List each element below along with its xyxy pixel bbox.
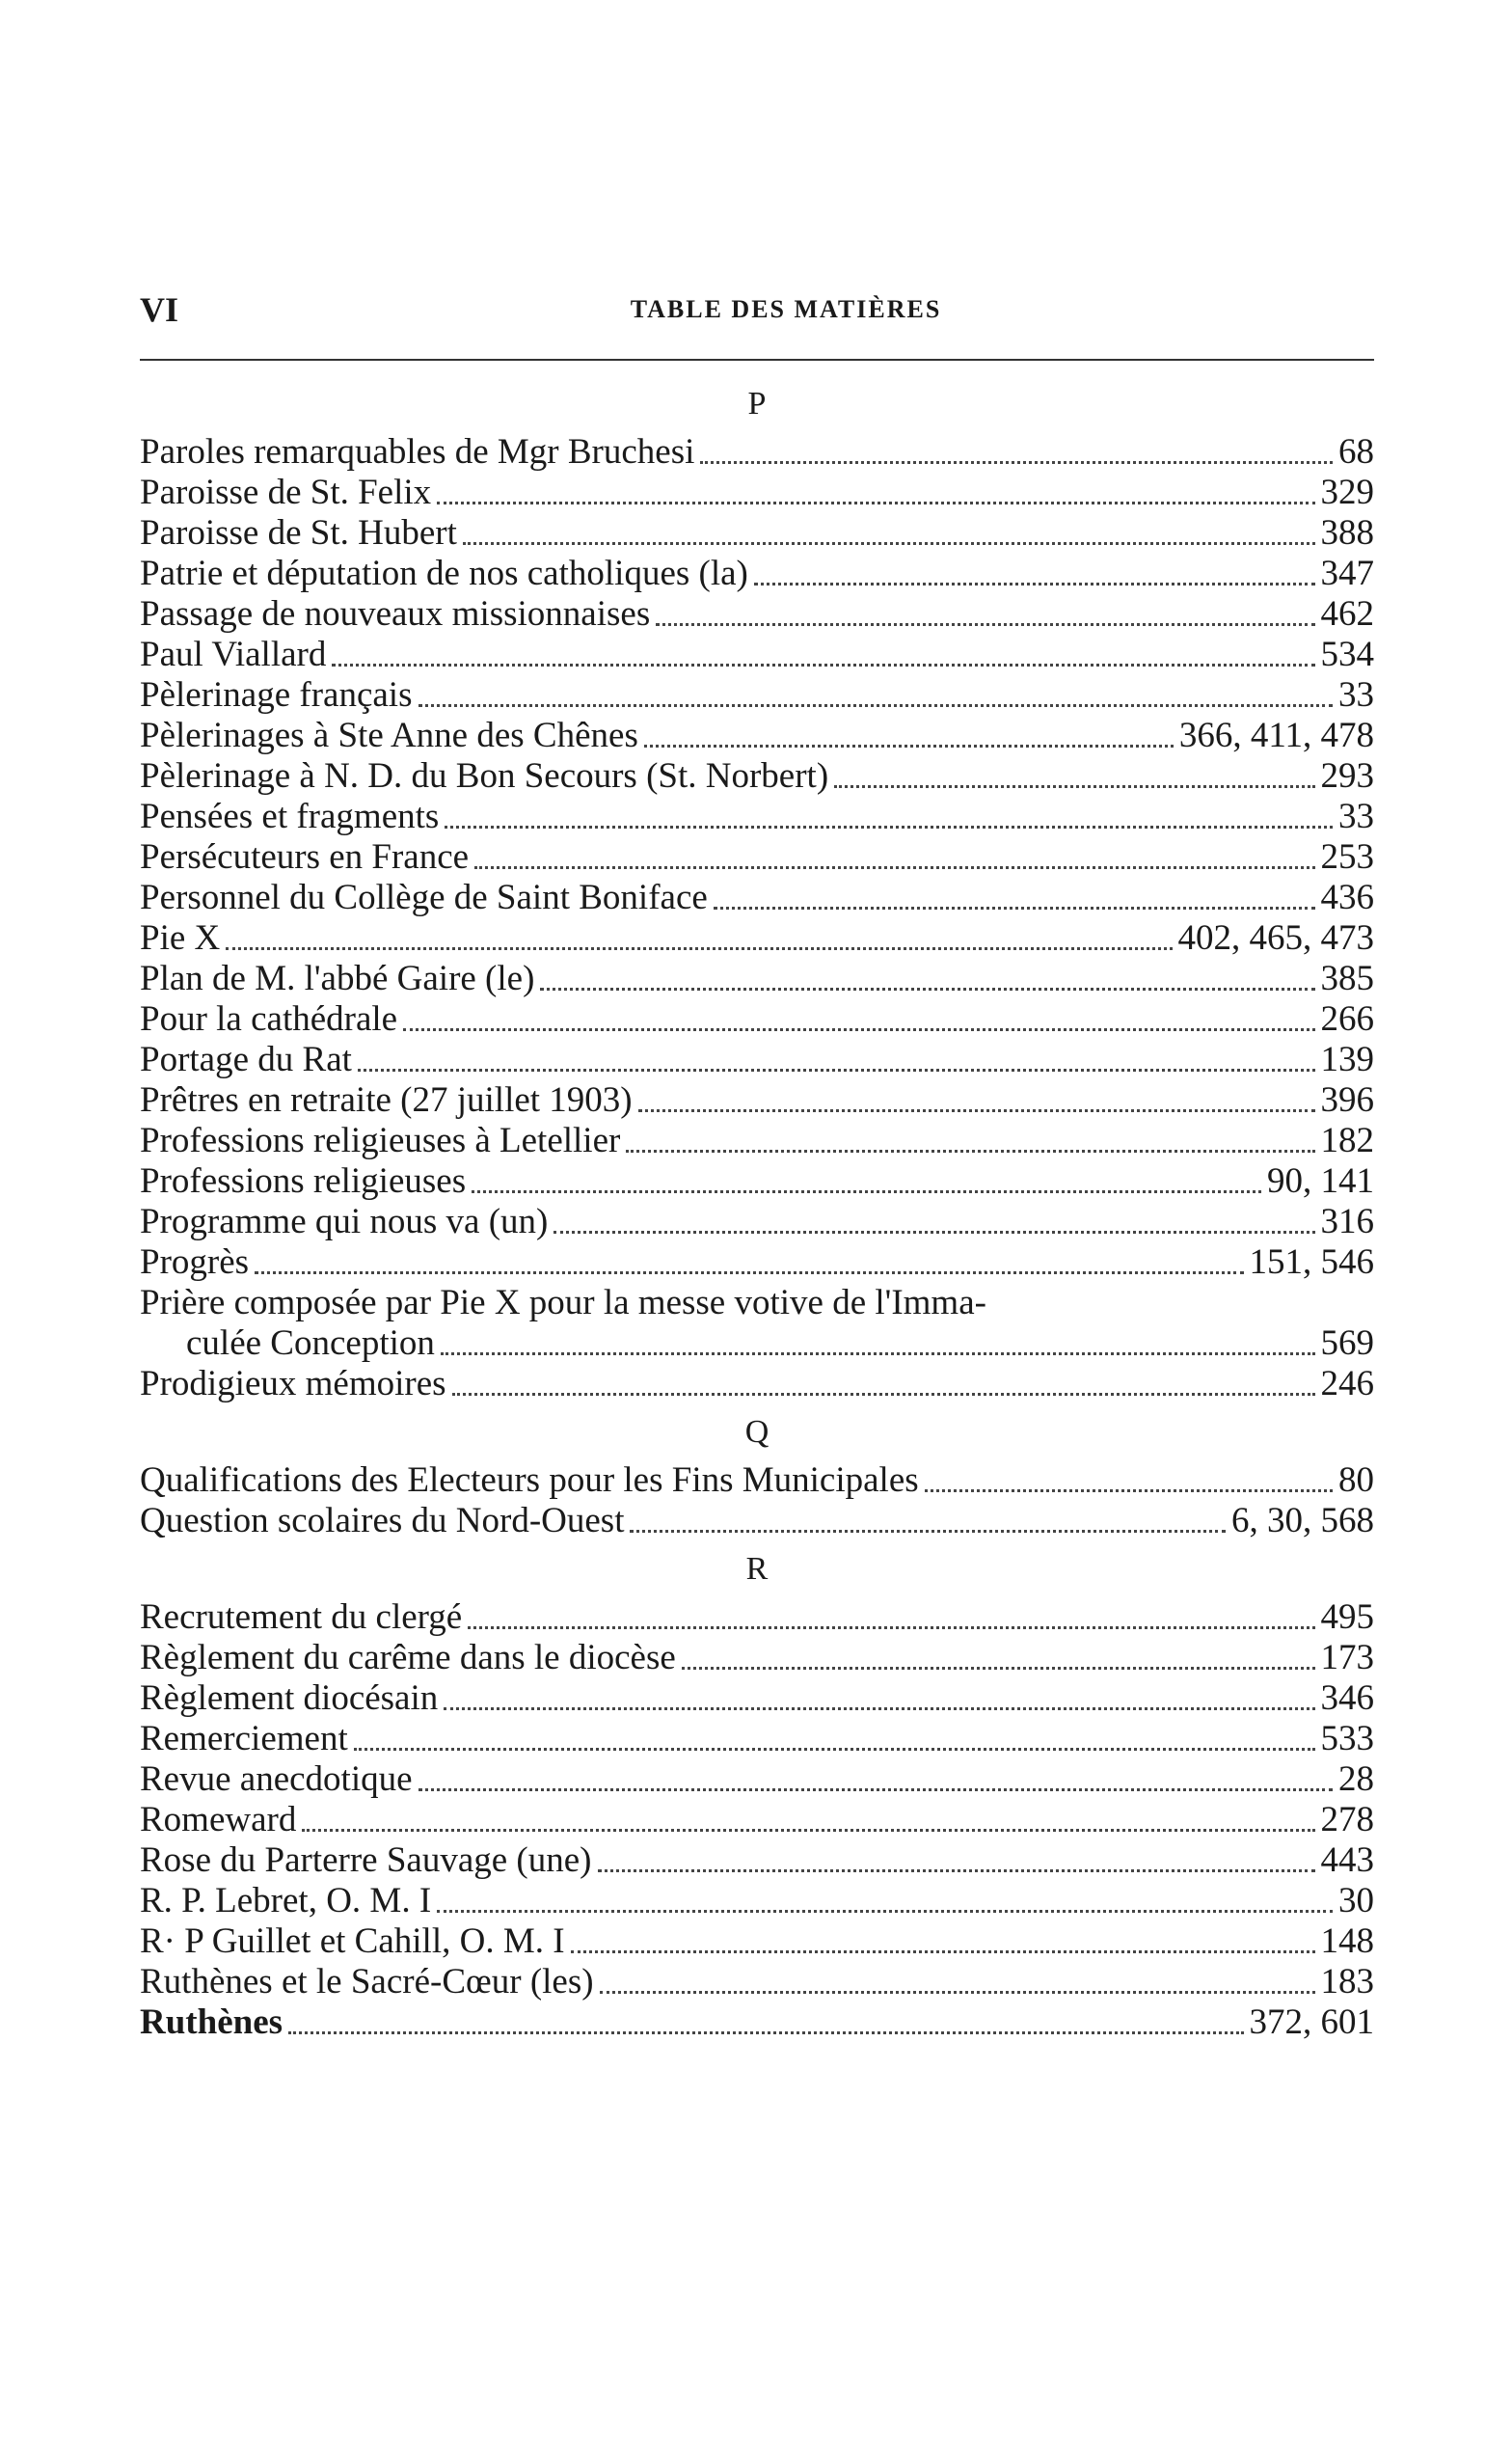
toc-entry [140,1759,1374,1800]
toc-entry [140,1242,1374,1283]
entry-pages: 533 [1320,1719,1374,1758]
entry-title: Paroles remarquables de Mgr Bruchesi [140,432,695,472]
dot-leader [682,1666,1315,1670]
entry-pages: 28 [1338,1759,1374,1799]
section-letter: Q [744,1414,770,1450]
entry-title: Romeward [140,1800,297,1839]
entry-title: Paroisse de St. Felix [140,473,432,512]
entry-pages: 293 [1320,756,1374,796]
entry-title: Prêtres en retraite (27 juillet 1903) [140,1080,633,1120]
entry-pages: 139 [1320,1040,1374,1079]
table-of-contents [140,376,1374,2043]
entry-title: Règlement diocésain [140,1678,439,1718]
entry-pages: 68 [1338,432,1374,472]
entry-pages: 173 [1320,1638,1374,1677]
entry-pages: 316 [1320,1202,1374,1241]
dot-leader [418,703,1334,707]
entry-title: Recrutement du clergé [140,1597,463,1637]
toc-entry [140,635,1374,675]
entry-title-line: Prière composée par Pie X pour la messe votive de l'Imma- [140,1283,986,1322]
dot-leader [452,1392,1315,1396]
entry-title: Passage de nouveaux missionnaises [140,594,651,634]
entry-title: Paroisse de St. Hubert [140,513,457,553]
dot-leader [540,987,1314,991]
toc-entry [140,999,1374,1040]
dot-leader [437,1909,1333,1913]
dot-leader [441,1351,1315,1355]
entry-pages: 495 [1320,1597,1374,1637]
entry-title: Plan de M. l'abbé Gaire (le) [140,959,535,998]
toc-entry [140,878,1374,918]
toc-entry [140,1202,1374,1242]
toc-entry [140,1460,1374,1501]
entry-title: Persécuteurs en France [140,837,470,877]
dot-leader [925,1488,1333,1492]
entry-title: Remerciement [140,1719,348,1758]
entry-title: Paul Viallard [140,635,327,674]
entry-pages: 90, 141 [1267,1161,1374,1201]
toc-entry [140,1080,1374,1121]
dot-leader [472,1189,1261,1193]
dot-leader [554,1230,1314,1234]
toc-entry [140,1161,1374,1202]
dot-leader [288,2030,1243,2034]
entry-pages: 80 [1338,1460,1374,1500]
dot-leader [656,622,1314,626]
dot-leader [598,1868,1315,1872]
toc-entry [140,1121,1374,1161]
entry-pages: 443 [1320,1840,1374,1880]
dot-leader [302,1828,1314,1832]
toc-entry [140,1881,1374,1921]
dot-leader [418,1787,1333,1791]
entry-pages: 385 [1320,959,1374,998]
toc-entry [140,554,1374,594]
dot-leader [463,541,1315,545]
toc-entry [140,1364,1374,1404]
dot-leader [714,906,1315,910]
toc-entry [140,797,1374,837]
dot-leader [474,865,1314,869]
entry-pages: 534 [1320,635,1374,674]
entry-title: Portage du Rat [140,1040,352,1079]
entry-title: Progrès [140,1242,250,1282]
page-number: VI [140,290,179,329]
entry-title: Qualifications des Electeurs pour les Fins Municipales [140,1460,919,1500]
page-header [140,289,1374,347]
toc-entry [140,1040,1374,1080]
entry-pages: 346 [1320,1678,1374,1718]
entry-title: Patrie et députation de nos catholiques (la) [140,554,748,593]
entry-title: Question scolaires du Nord-Ouest [140,1501,625,1540]
entry-title: Pèlerinage à N. D. du Bon Secours (St. Norbert) [140,756,829,796]
toc-entry [140,2002,1374,2043]
toc-entry [140,1678,1374,1719]
entry-pages: 183 [1320,1962,1374,2002]
toc-entry [140,432,1374,473]
toc-entry [140,675,1374,716]
entry-pages: 436 [1320,878,1374,917]
entry-pages: 33 [1338,675,1374,715]
dot-leader [354,1747,1315,1751]
section-letter: R [745,1551,769,1587]
entry-title: Ruthènes et le Sacré-Cœur (les) [140,1962,594,2002]
entry-pages: 266 [1320,999,1374,1039]
toc-entry [140,837,1374,878]
entry-title: Pensées et fragments [140,797,440,836]
entry-title: Règlement du carême dans le diocèse [140,1638,676,1677]
entry-pages: 366, 411, 478 [1178,716,1374,755]
entry-title: Pour la cathédrale [140,999,398,1039]
dot-leader [226,946,1172,950]
entry-pages: 6, 30, 568 [1231,1501,1374,1540]
dot-leader [700,460,1333,464]
entry-pages: 569 [1320,1323,1374,1363]
dot-leader [332,663,1314,667]
dot-leader [403,1027,1314,1031]
dot-leader [255,1270,1243,1274]
toc-entry [140,594,1374,635]
toc-entry [140,756,1374,797]
entry-title: Professions religieuses [140,1161,467,1201]
entry-title: Prodigieux mémoires [140,1364,446,1403]
entry-pages: 396 [1320,1080,1374,1120]
entry-title: Pie X [140,918,221,958]
toc-entry [140,1638,1374,1678]
dot-leader [571,1949,1315,1953]
toc-entry [140,1840,1374,1881]
entry-pages: 372, 601 [1249,2002,1374,2042]
entry-pages: 33 [1338,797,1374,836]
toc-entry [140,473,1374,513]
entry-pages: 402, 465, 473 [1177,918,1374,958]
dot-leader [630,1529,1226,1533]
toc-entry [140,918,1374,959]
entry-title: Personnel du Collège de Saint Boniface [140,878,708,917]
entry-pages: 246 [1320,1364,1374,1403]
entry-pages: 148 [1320,1921,1374,1961]
dot-leader [445,825,1333,829]
entry-title: culée Conception [186,1323,435,1363]
header-rule [140,359,1374,361]
entry-title: Pèlerinages à Ste Anne des Chênes [140,716,638,755]
entry-title: Revue anecdotique [140,1759,413,1799]
entry-pages: 278 [1320,1800,1374,1839]
dot-leader [834,784,1314,788]
toc-entry [140,1800,1374,1840]
entry-title: Professions religieuses à Letellier [140,1121,621,1160]
entry-title: Programme qui nous va (un) [140,1202,549,1241]
entry-title: Pèlerinage français [140,675,413,715]
entry-title: Rose du Parterre Sauvage (une) [140,1840,592,1880]
toc-entry [140,1921,1374,1962]
toc-entry [140,513,1374,554]
entry-pages: 329 [1320,473,1374,512]
dot-leader [468,1625,1314,1629]
toc-entry [140,716,1374,756]
toc-entry [140,1323,1374,1364]
toc-entry [140,1597,1374,1638]
toc-entry [140,1501,1374,1541]
dot-leader [754,582,1315,586]
dot-leader [644,744,1174,748]
toc-page [140,289,1374,2043]
dot-leader [638,1108,1315,1112]
entry-pages: 253 [1320,837,1374,877]
entry-pages: 347 [1320,554,1374,593]
dot-leader [600,1990,1315,1994]
entry-pages: 182 [1320,1121,1374,1160]
entry-pages: 388 [1320,513,1374,553]
toc-entry [140,1962,1374,2002]
section-letter: P [747,386,767,422]
entry-title: R· P Guillet et Cahill, O. M. I [140,1921,565,1961]
entry-pages: 151, 546 [1249,1242,1374,1282]
dot-leader [626,1149,1314,1153]
entry-title: R. P. Lebret, O. M. I [140,1881,432,1920]
toc-entry [140,959,1374,999]
entry-pages: 30 [1338,1881,1374,1920]
dot-leader [437,501,1314,504]
running-title: TABLE DES MATIÈRES [630,295,942,323]
toc-entry [140,1719,1374,1759]
dot-leader [444,1706,1314,1710]
dot-leader [358,1068,1315,1072]
entry-pages: 462 [1320,594,1374,634]
entry-title: Ruthènes [140,2002,284,2042]
